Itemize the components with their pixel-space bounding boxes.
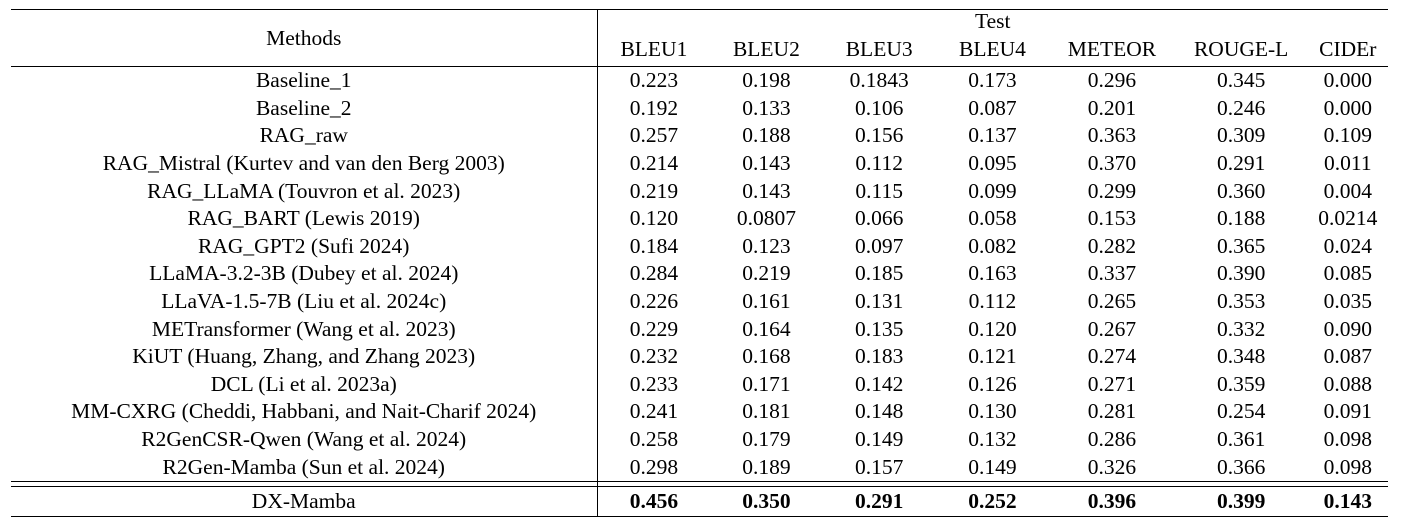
value-cell: 0.399 (1175, 486, 1308, 516)
value-cell: 0.370 (1087, 151, 1137, 176)
table-row-proposed (11, 486, 1388, 516)
value-cell: 0.348 (1216, 344, 1266, 369)
value-cell: 0.143 (742, 151, 791, 176)
value-cell: 0.112 (855, 151, 903, 176)
value-cell: 0.157 (823, 453, 936, 481)
value-cell: 0.004 (1323, 178, 1372, 203)
results-table (11, 9, 1388, 517)
table-row (11, 95, 1388, 123)
method-name: RAG_LLaMA (Touvron et al. 2023) (11, 177, 597, 205)
value-cell: 0.088 (1323, 371, 1372, 396)
value-cell: 0.121 (968, 344, 1017, 369)
value-cell: 0.153 (1087, 206, 1137, 231)
value-cell: 0.309 (1216, 123, 1266, 148)
value-cell: 0.082 (968, 233, 1017, 258)
value-cell: 0.173 (968, 68, 1017, 93)
value-cell: 0.345 (1216, 68, 1266, 93)
table-row (11, 260, 1388, 288)
table-row (11, 315, 1388, 343)
value-cell: 0.396 (1049, 486, 1175, 516)
method-name: RAG_GPT2 (Sufi 2024) (11, 233, 597, 261)
table-row (11, 233, 1388, 261)
value-cell: 0.087 (968, 95, 1017, 120)
value-cell: 0.332 (1216, 316, 1266, 341)
value-cell: 0.091 (1323, 399, 1372, 424)
value-cell: 0.192 (629, 95, 679, 120)
value-cell: 0.161 (742, 289, 791, 314)
value-cell: 0.284 (629, 261, 679, 286)
metric-header-meteor: METEOR (1049, 33, 1175, 67)
value-cell: 0.350 (710, 486, 822, 516)
value-cell: 0.000 (1323, 68, 1372, 93)
metric-header-rouge-l: ROUGE-L (1175, 33, 1308, 67)
value-cell: 0.291 (823, 486, 936, 516)
value-cell: 0.291 (1216, 151, 1266, 176)
value-cell: 0.131 (854, 289, 904, 314)
value-cell: 0.095 (968, 151, 1017, 176)
value-cell: 0.098 (1323, 427, 1372, 452)
metric-header-bleu3: BLEU3 (823, 33, 936, 67)
value-cell: 0.112 (968, 289, 1017, 314)
value-cell: 0.106 (854, 95, 904, 120)
value-cell: 0.058 (968, 206, 1017, 231)
value-cell: 0.299 (1087, 178, 1137, 203)
value-cell: 0.360 (1216, 178, 1266, 203)
value-cell: 0.168 (742, 344, 791, 369)
value-cell: 0.184 (629, 233, 679, 258)
table-row (11, 288, 1388, 316)
value-cell: 0.115 (855, 178, 903, 203)
value-cell: 0.267 (1087, 316, 1137, 341)
method-name: DX-Mamba (11, 486, 597, 516)
value-cell: 0.137 (968, 123, 1017, 148)
value-cell: 0.252 (936, 486, 1049, 516)
table-row (11, 426, 1388, 454)
value-cell: 0.133 (742, 95, 791, 120)
value-cell: 0.281 (1087, 399, 1137, 424)
value-cell: 0.087 (1323, 344, 1372, 369)
table-row (11, 205, 1388, 233)
value-cell: 0.1843 (849, 68, 909, 93)
value-cell: 0.171 (742, 371, 791, 396)
method-name: R2Gen-Mamba (Sun et al. 2024) (11, 453, 597, 481)
value-cell: 0.149 (854, 427, 904, 452)
value-cell: 0.456 (597, 486, 710, 516)
value-cell: 0.241 (629, 399, 679, 424)
value-cell: 0.109 (1323, 123, 1372, 148)
value-cell: 0.035 (1323, 289, 1372, 314)
table-row (11, 150, 1388, 178)
value-cell: 0.181 (742, 399, 791, 424)
value-cell: 0.365 (1216, 233, 1266, 258)
value-cell: 0.149 (936, 453, 1049, 481)
value-cell: 0.282 (1087, 233, 1137, 258)
value-cell: 0.366 (1175, 453, 1308, 481)
value-cell: 0.148 (854, 399, 904, 424)
value-cell: 0.361 (1216, 427, 1266, 452)
value-cell: 0.011 (1324, 151, 1372, 176)
method-name: KiUT (Huang, Zhang, and Zhang 2023) (11, 343, 597, 371)
method-name: RAG_Mistral (Kurtev and van den Berg 2003) (11, 150, 597, 178)
value-cell: 0.120 (968, 316, 1017, 341)
value-cell: 0.097 (854, 233, 904, 258)
table-row (11, 67, 1388, 95)
value-cell: 0.219 (629, 178, 679, 203)
table-row (11, 343, 1388, 371)
value-cell: 0.337 (1087, 261, 1137, 286)
value-cell: 0.0214 (1318, 206, 1378, 231)
value-cell: 0.229 (629, 316, 679, 341)
value-cell: 0.226 (629, 289, 679, 314)
table-row (11, 398, 1388, 426)
value-cell: 0.130 (968, 399, 1017, 424)
method-name: METransformer (Wang et al. 2023) (11, 315, 597, 343)
value-cell: 0.271 (1087, 371, 1137, 396)
method-name: LLaMA-3.2-3B (Dubey et al. 2024) (11, 260, 597, 288)
value-cell: 0.274 (1087, 344, 1137, 369)
value-cell: 0.257 (629, 123, 679, 148)
value-cell: 0.390 (1216, 261, 1266, 286)
value-cell: 0.326 (1049, 453, 1175, 481)
method-name: MM-CXRG (Cheddi, Habbani, and Nait-Charif 2024) (11, 398, 597, 426)
table-header (11, 10, 1388, 67)
value-cell: 0.156 (854, 123, 904, 148)
value-cell: 0.123 (742, 233, 791, 258)
value-cell: 0.258 (629, 427, 679, 452)
value-cell: 0.185 (854, 261, 904, 286)
value-cell: 0.363 (1087, 123, 1137, 148)
value-cell: 0.135 (854, 316, 904, 341)
value-cell: 0.179 (742, 427, 791, 452)
value-cell: 0.246 (1216, 95, 1266, 120)
value-cell: 0.024 (1323, 233, 1372, 258)
value-cell: 0.164 (742, 316, 791, 341)
value-cell: 0.090 (1323, 316, 1372, 341)
method-name: DCL (Li et al. 2023a) (11, 371, 597, 399)
value-cell: 0.163 (968, 261, 1017, 286)
test-group-header: Test (597, 10, 1388, 34)
value-cell: 0.298 (597, 453, 710, 481)
results-table-container (11, 9, 1388, 517)
metric-header-bleu1: BLEU1 (597, 33, 710, 67)
method-name: RAG_raw (11, 122, 597, 150)
value-cell: 0.233 (629, 371, 679, 396)
value-cell: 0.0807 (736, 206, 796, 231)
method-name: Baseline_1 (11, 67, 597, 95)
table-body (11, 67, 1388, 482)
value-cell: 0.214 (629, 151, 679, 176)
value-cell: 0.000 (1323, 95, 1372, 120)
value-cell: 0.189 (710, 453, 822, 481)
value-cell: 0.085 (1323, 261, 1372, 286)
metric-header-bleu4: BLEU4 (936, 33, 1049, 67)
value-cell: 0.254 (1216, 399, 1266, 424)
value-cell: 0.099 (968, 178, 1017, 203)
value-cell: 0.353 (1216, 289, 1266, 314)
value-cell: 0.296 (1087, 68, 1137, 93)
value-cell: 0.359 (1216, 371, 1266, 396)
metric-header-bleu2: BLEU2 (710, 33, 822, 67)
value-cell: 0.120 (629, 206, 679, 231)
method-name: Baseline_2 (11, 95, 597, 123)
value-cell: 0.098 (1308, 453, 1388, 481)
metric-header-cider: CIDEr (1308, 33, 1388, 67)
table-row (11, 453, 1388, 481)
value-cell: 0.142 (854, 371, 904, 396)
table-row (11, 177, 1388, 205)
value-cell: 0.201 (1087, 95, 1137, 120)
value-cell: 0.219 (742, 261, 791, 286)
value-cell: 0.132 (968, 427, 1017, 452)
value-cell: 0.223 (629, 68, 679, 93)
proposed-method-section (11, 486, 1388, 516)
value-cell: 0.232 (629, 344, 679, 369)
table-row (11, 371, 1388, 399)
value-cell: 0.188 (742, 123, 791, 148)
value-cell: 0.286 (1087, 427, 1137, 452)
value-cell: 0.066 (854, 206, 904, 231)
value-cell: 0.183 (854, 344, 904, 369)
value-cell: 0.198 (742, 68, 791, 93)
value-cell: 0.126 (968, 371, 1017, 396)
method-name: R2GenCSR-Qwen (Wang et al. 2024) (11, 426, 597, 454)
methods-column-header: Methods (11, 10, 597, 67)
value-cell: 0.265 (1087, 289, 1137, 314)
method-name: RAG_BART (Lewis 2019) (11, 205, 597, 233)
value-cell: 0.143 (1308, 486, 1388, 516)
method-name: LLaVA-1.5-7B (Liu et al. 2024c) (11, 288, 597, 316)
value-cell: 0.188 (1216, 206, 1266, 231)
value-cell: 0.143 (742, 178, 791, 203)
table-row (11, 122, 1388, 150)
